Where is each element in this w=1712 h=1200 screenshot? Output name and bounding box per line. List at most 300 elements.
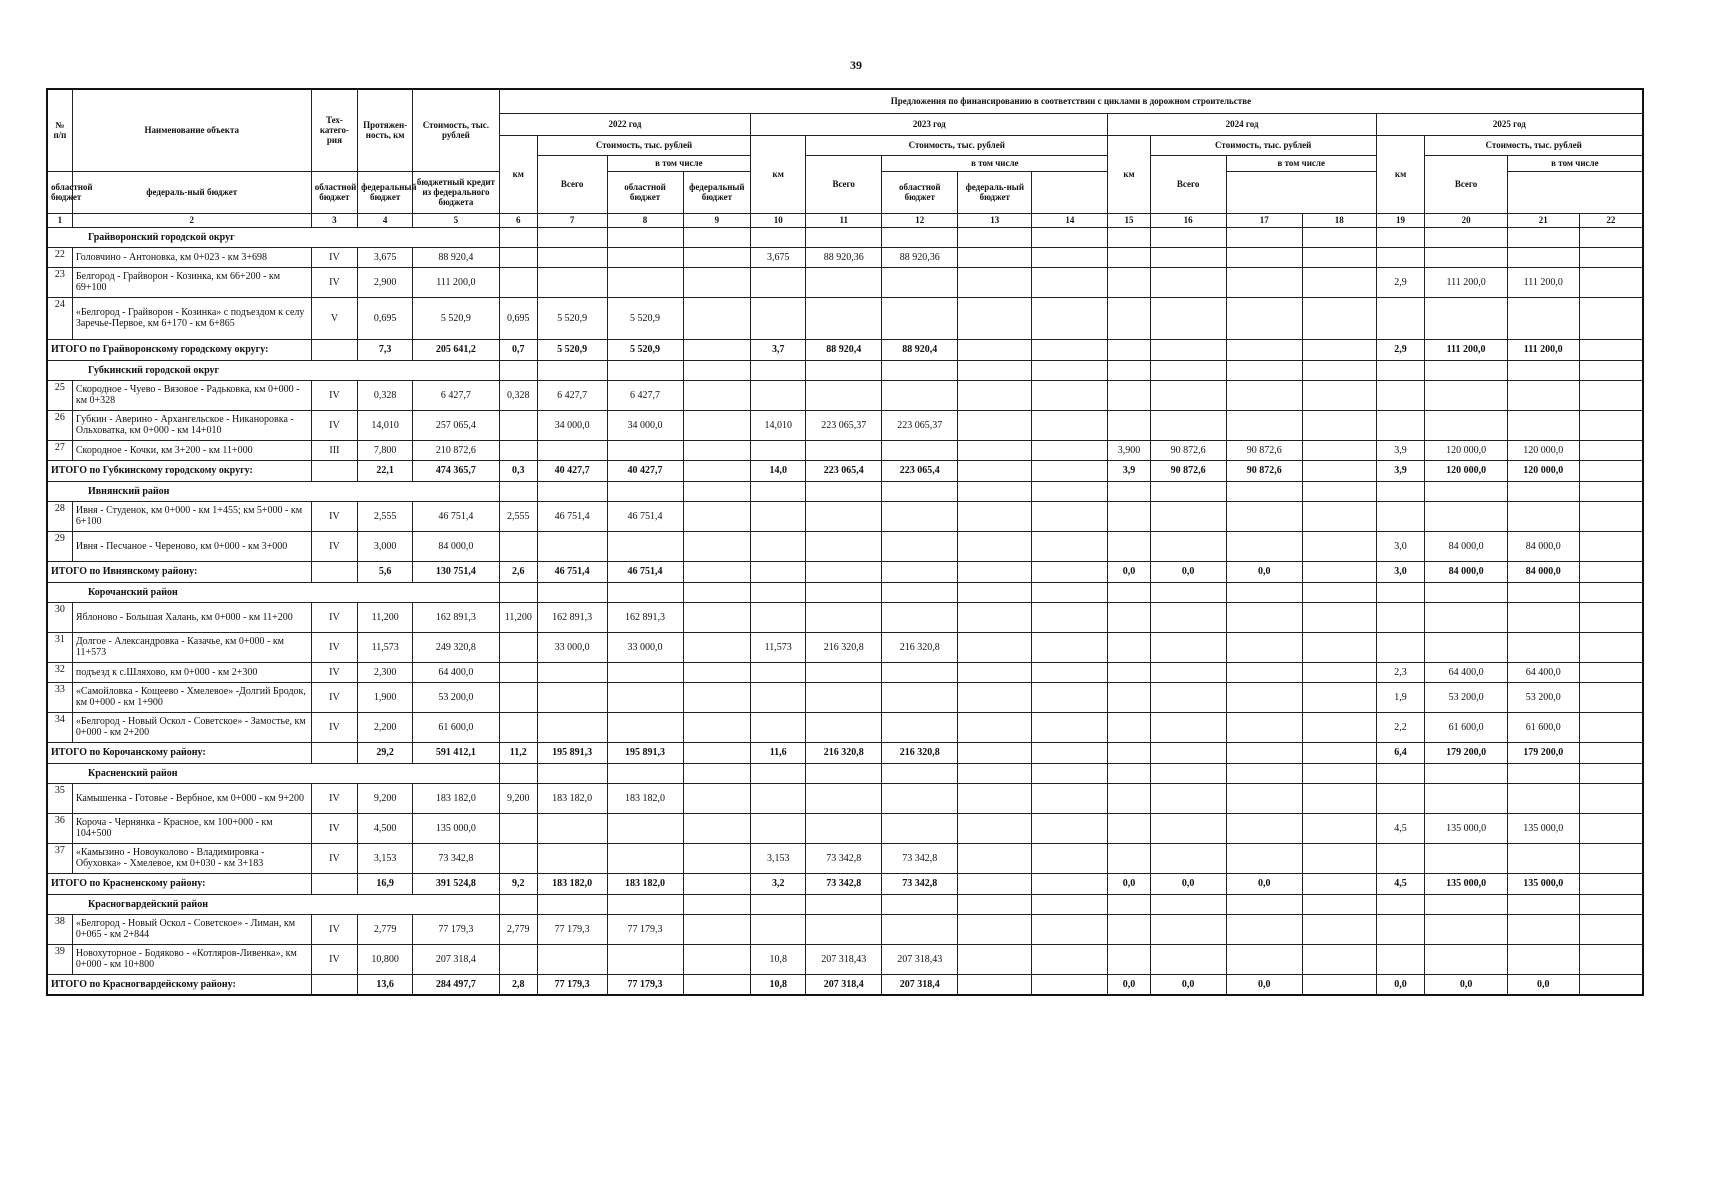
- table-row: [47, 712, 1643, 742]
- value-cell: [1302, 561, 1376, 582]
- value-cell: [806, 267, 882, 297]
- value-cell: [1032, 632, 1108, 662]
- value-cell: [683, 742, 751, 763]
- value-cell: [751, 501, 806, 531]
- length-cell: 3,153: [358, 843, 413, 873]
- empty-cell: [499, 894, 537, 914]
- value-cell: 3,153: [751, 843, 806, 873]
- value-cell: [1226, 339, 1302, 360]
- object-name: «Белгород - Новый Оскол - Советское» - Замостье, км 0+000 - км 2+200: [72, 712, 311, 742]
- value-cell: [806, 501, 882, 531]
- empty-cell: [1108, 582, 1150, 602]
- table-row: [47, 267, 1643, 297]
- length-cell: 7,3: [358, 339, 413, 360]
- column-number-cell: 3: [311, 213, 357, 227]
- value-cell: 2,6: [499, 561, 537, 582]
- column-number-cell: 6: [499, 213, 537, 227]
- empty-cell: [1108, 894, 1150, 914]
- empty-cell: [958, 894, 1032, 914]
- length-cell: 3,675: [358, 247, 413, 267]
- value-cell: [1302, 662, 1376, 682]
- value-cell: [1108, 682, 1150, 712]
- header-length: Протяжен-ность, км: [358, 89, 413, 171]
- row-number: 35: [47, 783, 72, 813]
- header-regional: областной бюджет: [311, 171, 357, 213]
- value-cell: [1150, 501, 1226, 531]
- value-cell: [1376, 783, 1425, 813]
- value-cell: [958, 813, 1032, 843]
- empty-cell: [751, 763, 806, 783]
- object-name: «Белгород - Грайворон - Козинка» с подъездом к селу Заречье-Первое, км 6+170 - км 6+865: [72, 297, 311, 339]
- row-number: 31: [47, 632, 72, 662]
- value-cell: [958, 632, 1032, 662]
- value-cell: 10,8: [751, 944, 806, 974]
- value-cell: 77 179,3: [537, 914, 607, 944]
- value-cell: [882, 783, 958, 813]
- value-cell: [958, 712, 1032, 742]
- row-number: 37: [47, 843, 72, 873]
- value-cell: [806, 682, 882, 712]
- value-cell: [882, 602, 958, 632]
- category-cell: [311, 974, 357, 995]
- value-cell: [1376, 410, 1425, 440]
- value-cell: 2,555: [499, 501, 537, 531]
- empty-cell: [1376, 582, 1425, 602]
- category-cell: IV: [311, 410, 357, 440]
- empty-cell: [1425, 227, 1507, 247]
- value-cell: [1302, 501, 1376, 531]
- value-cell: [1226, 944, 1302, 974]
- value-cell: [1108, 247, 1150, 267]
- header-km: км: [751, 135, 806, 213]
- category-cell: [311, 561, 357, 582]
- value-cell: [537, 682, 607, 712]
- value-cell: [1579, 742, 1643, 763]
- value-cell: [1425, 410, 1507, 440]
- cost-cell: 53 200,0: [413, 682, 500, 712]
- empty-cell: [806, 227, 882, 247]
- length-cell: 1,900: [358, 682, 413, 712]
- total-label: ИТОГО по Корочанскому району:: [47, 742, 311, 763]
- empty-cell: [1032, 894, 1108, 914]
- cost-cell: 257 065,4: [413, 410, 500, 440]
- value-cell: [1579, 914, 1643, 944]
- value-cell: 2,2: [1376, 712, 1425, 742]
- value-cell: [958, 783, 1032, 813]
- value-cell: 14,0: [751, 460, 806, 481]
- empty-cell: [1579, 481, 1643, 501]
- empty-cell: [1108, 481, 1150, 501]
- value-cell: [1376, 297, 1425, 339]
- value-cell: 111 200,0: [1507, 339, 1579, 360]
- value-cell: [1108, 712, 1150, 742]
- empty-cell: [499, 582, 537, 602]
- length-cell: 3,000: [358, 531, 413, 561]
- row-number: 26: [47, 410, 72, 440]
- value-cell: [751, 531, 806, 561]
- value-cell: [1579, 974, 1643, 995]
- cost-cell: 6 427,7: [413, 380, 500, 410]
- header-federal: федераль-ный бюджет: [958, 171, 1032, 213]
- value-cell: [1108, 410, 1150, 440]
- value-cell: 73 342,8: [806, 843, 882, 873]
- column-number-cell: 12: [882, 213, 958, 227]
- value-cell: 207 318,43: [882, 944, 958, 974]
- header-incl: в том числе: [607, 155, 751, 171]
- value-cell: 61 600,0: [1507, 712, 1579, 742]
- object-name: Скородное - Кочки, км 3+200 - км 11+000: [72, 440, 311, 460]
- empty-cell: [1150, 582, 1226, 602]
- category-cell: [311, 339, 357, 360]
- value-cell: [1579, 297, 1643, 339]
- section-row: [47, 763, 1643, 783]
- value-cell: [499, 662, 537, 682]
- total-row: [47, 873, 1643, 894]
- value-cell: [1507, 247, 1579, 267]
- length-cell: 5,6: [358, 561, 413, 582]
- row-number: 22: [47, 247, 72, 267]
- empty-cell: [1302, 894, 1376, 914]
- value-cell: [1032, 843, 1108, 873]
- value-cell: [806, 440, 882, 460]
- value-cell: [958, 440, 1032, 460]
- value-cell: [1507, 914, 1579, 944]
- value-cell: [1579, 682, 1643, 712]
- value-cell: [882, 380, 958, 410]
- header-regional: областной бюджет: [47, 171, 72, 213]
- object-name: «Камызино - Новоуколово - Владимировка - Обуховка» - Хмелевое, км 0+030 - км 3+183: [72, 843, 311, 873]
- empty-cell: [607, 481, 683, 501]
- header-cost: Стоимость, тыс. рублей: [413, 89, 500, 171]
- value-cell: 34 000,0: [607, 410, 683, 440]
- length-cell: 0,328: [358, 380, 413, 410]
- value-cell: [499, 267, 537, 297]
- empty-cell: [1579, 763, 1643, 783]
- value-cell: [1032, 602, 1108, 632]
- category-cell: IV: [311, 843, 357, 873]
- header-cost-group: Стоимость, тыс. рублей: [1425, 135, 1643, 155]
- cost-cell: 183 182,0: [413, 783, 500, 813]
- empty-cell: [1376, 360, 1425, 380]
- value-cell: [1150, 914, 1226, 944]
- value-cell: [537, 944, 607, 974]
- value-cell: [607, 712, 683, 742]
- value-cell: [1376, 602, 1425, 632]
- empty-cell: [1425, 763, 1507, 783]
- value-cell: 11,2: [499, 742, 537, 763]
- value-cell: [499, 944, 537, 974]
- value-cell: 111 200,0: [1507, 267, 1579, 297]
- value-cell: 5 520,9: [607, 297, 683, 339]
- empty-cell: [1032, 227, 1108, 247]
- cost-cell: 210 872,6: [413, 440, 500, 460]
- table-row: [47, 944, 1643, 974]
- value-cell: 84 000,0: [1507, 531, 1579, 561]
- category-cell: IV: [311, 662, 357, 682]
- value-cell: [1032, 561, 1108, 582]
- section-title: Губкинский городской округ: [47, 360, 499, 380]
- row-number: 29: [47, 531, 72, 561]
- column-number-cell: 7: [537, 213, 607, 227]
- value-cell: [1108, 632, 1150, 662]
- value-cell: [1108, 380, 1150, 410]
- value-cell: [607, 267, 683, 297]
- value-cell: [499, 712, 537, 742]
- value-cell: [1579, 410, 1643, 440]
- value-cell: 90 872,6: [1226, 440, 1302, 460]
- value-cell: [1302, 843, 1376, 873]
- header-regional: областной бюджет: [607, 171, 683, 213]
- empty-cell: [607, 227, 683, 247]
- column-number-cell: 4: [358, 213, 413, 227]
- value-cell: [1108, 914, 1150, 944]
- value-cell: [1150, 297, 1226, 339]
- empty-cell: [1376, 227, 1425, 247]
- value-cell: [751, 267, 806, 297]
- header-cost-group: Стоимость, тыс. рублей: [806, 135, 1108, 155]
- value-cell: [1150, 682, 1226, 712]
- value-cell: 88 920,4: [882, 339, 958, 360]
- value-cell: [1108, 531, 1150, 561]
- value-cell: [1150, 247, 1226, 267]
- cost-cell: 5 520,9: [413, 297, 500, 339]
- cost-cell: 162 891,3: [413, 602, 500, 632]
- empty-cell: [537, 360, 607, 380]
- empty-cell: [1579, 894, 1643, 914]
- value-cell: 183 182,0: [537, 783, 607, 813]
- value-cell: 1,9: [1376, 682, 1425, 712]
- value-cell: [1425, 501, 1507, 531]
- value-cell: [683, 561, 751, 582]
- object-name: Скородное - Чуево - Вязовое - Радьковка, км 0+000 - км 0+328: [72, 380, 311, 410]
- value-cell: 5 520,9: [537, 339, 607, 360]
- value-cell: [683, 267, 751, 297]
- empty-cell: [1425, 894, 1507, 914]
- value-cell: 14,010: [751, 410, 806, 440]
- value-cell: [1108, 742, 1150, 763]
- row-number: 33: [47, 682, 72, 712]
- value-cell: [1032, 712, 1108, 742]
- value-cell: 77 179,3: [607, 974, 683, 995]
- header-credit: бюджетный кредит из федерального бюджета: [413, 171, 500, 213]
- value-cell: 64 400,0: [1507, 662, 1579, 682]
- value-cell: [499, 682, 537, 712]
- value-cell: [499, 843, 537, 873]
- value-cell: 3,900: [1108, 440, 1150, 460]
- value-cell: [1302, 783, 1376, 813]
- value-cell: 40 427,7: [607, 460, 683, 481]
- value-cell: [1425, 247, 1507, 267]
- value-cell: [806, 783, 882, 813]
- value-cell: [1150, 944, 1226, 974]
- value-cell: [882, 914, 958, 944]
- header-federal: федераль-ный бюджет: [72, 171, 311, 213]
- value-cell: 120 000,0: [1507, 460, 1579, 481]
- empty-cell: [882, 227, 958, 247]
- value-cell: 3,9: [1376, 440, 1425, 460]
- value-cell: [1032, 944, 1108, 974]
- value-cell: 0,0: [1507, 974, 1579, 995]
- value-cell: [1507, 843, 1579, 873]
- empty-cell: [1032, 360, 1108, 380]
- header-year-2025: 2025 год: [1376, 113, 1643, 135]
- value-cell: [1507, 501, 1579, 531]
- value-cell: [1032, 501, 1108, 531]
- column-numbers-row: [47, 213, 1643, 227]
- value-cell: [1226, 742, 1302, 763]
- value-cell: 6 427,7: [537, 380, 607, 410]
- row-number: 23: [47, 267, 72, 297]
- value-cell: [537, 712, 607, 742]
- length-cell: 14,010: [358, 410, 413, 440]
- value-cell: [1302, 410, 1376, 440]
- value-cell: [1507, 783, 1579, 813]
- value-cell: 46 751,4: [537, 501, 607, 531]
- value-cell: 53 200,0: [1425, 682, 1507, 712]
- value-cell: 0,0: [1108, 974, 1150, 995]
- value-cell: [806, 602, 882, 632]
- value-cell: [751, 380, 806, 410]
- value-cell: 3,2: [751, 873, 806, 894]
- value-cell: [958, 602, 1032, 632]
- value-cell: [1032, 662, 1108, 682]
- value-cell: [537, 440, 607, 460]
- value-cell: 0,0: [1226, 561, 1302, 582]
- length-cell: 9,200: [358, 783, 413, 813]
- header-total: Всего: [537, 155, 607, 213]
- category-cell: [311, 460, 357, 481]
- value-cell: [958, 944, 1032, 974]
- column-number-cell: 17: [1226, 213, 1302, 227]
- value-cell: [1579, 380, 1643, 410]
- value-cell: 5 520,9: [537, 297, 607, 339]
- row-number: 34: [47, 712, 72, 742]
- value-cell: [1032, 742, 1108, 763]
- value-cell: 111 200,0: [1425, 339, 1507, 360]
- length-cell: 2,900: [358, 267, 413, 297]
- value-cell: [1032, 460, 1108, 481]
- category-cell: III: [311, 440, 357, 460]
- empty-cell: [683, 894, 751, 914]
- table-row: [47, 813, 1643, 843]
- value-cell: [1032, 873, 1108, 894]
- value-cell: [1376, 247, 1425, 267]
- value-cell: 77 179,3: [537, 974, 607, 995]
- value-cell: 11,200: [499, 602, 537, 632]
- value-cell: 73 342,8: [806, 873, 882, 894]
- empty-cell: [1226, 227, 1302, 247]
- empty-cell: [806, 360, 882, 380]
- value-cell: [1425, 843, 1507, 873]
- empty-cell: [1150, 360, 1226, 380]
- empty-cell: [882, 360, 958, 380]
- value-cell: 183 182,0: [537, 873, 607, 894]
- value-cell: [1150, 742, 1226, 763]
- value-cell: 3,0: [1376, 531, 1425, 561]
- empty-cell: [751, 894, 806, 914]
- header-federal: федеральный бюджет: [683, 171, 751, 213]
- total-row: [47, 974, 1643, 995]
- value-cell: 0,7: [499, 339, 537, 360]
- category-cell: IV: [311, 501, 357, 531]
- value-cell: [751, 602, 806, 632]
- empty-cell: [1226, 582, 1302, 602]
- length-cell: 2,555: [358, 501, 413, 531]
- empty-cell: [537, 481, 607, 501]
- value-cell: [1108, 783, 1150, 813]
- row-number: 25: [47, 380, 72, 410]
- value-cell: [1507, 380, 1579, 410]
- category-cell: IV: [311, 602, 357, 632]
- value-cell: [1302, 247, 1376, 267]
- header-km: км: [1108, 135, 1150, 213]
- value-cell: [958, 843, 1032, 873]
- value-cell: [1579, 783, 1643, 813]
- empty-cell: [537, 894, 607, 914]
- value-cell: [1302, 873, 1376, 894]
- column-number-cell: 15: [1108, 213, 1150, 227]
- category-cell: IV: [311, 632, 357, 662]
- empty-cell: [1150, 763, 1226, 783]
- value-cell: [607, 944, 683, 974]
- value-cell: [1150, 531, 1226, 561]
- empty-cell: [1302, 582, 1376, 602]
- empty-cell: [1376, 763, 1425, 783]
- value-cell: [499, 247, 537, 267]
- value-cell: [1302, 267, 1376, 297]
- table-row: [47, 531, 1643, 561]
- empty-cell: [607, 763, 683, 783]
- value-cell: 4,5: [1376, 873, 1425, 894]
- table-row: [47, 632, 1643, 662]
- value-cell: 0,0: [1150, 561, 1226, 582]
- value-cell: [607, 843, 683, 873]
- length-cell: 2,200: [358, 712, 413, 742]
- length-cell: 13,6: [358, 974, 413, 995]
- value-cell: [1579, 501, 1643, 531]
- value-cell: 90 872,6: [1150, 440, 1226, 460]
- row-number: 39: [47, 944, 72, 974]
- total-label: ИТОГО по Губкинскому городскому округу:: [47, 460, 311, 481]
- value-cell: [1579, 531, 1643, 561]
- section-title: Красненский район: [47, 763, 499, 783]
- value-cell: [958, 682, 1032, 712]
- empty-cell: [1579, 227, 1643, 247]
- empty-cell: [537, 763, 607, 783]
- category-cell: IV: [311, 247, 357, 267]
- empty-cell: [683, 481, 751, 501]
- object-name: Губкин - Аверино - Архангельское - Никаноровка - Ольховатка, км 0+000 - км 14+010: [72, 410, 311, 440]
- value-cell: [958, 742, 1032, 763]
- empty-cell: [1150, 227, 1226, 247]
- value-cell: 207 318,4: [806, 974, 882, 995]
- value-cell: [882, 662, 958, 682]
- value-cell: [1302, 297, 1376, 339]
- value-cell: [683, 380, 751, 410]
- value-cell: 216 320,8: [806, 632, 882, 662]
- empty-cell: [882, 481, 958, 501]
- value-cell: [1226, 813, 1302, 843]
- category-cell: IV: [311, 267, 357, 297]
- empty-cell: [806, 582, 882, 602]
- section-row: [47, 582, 1643, 602]
- value-cell: [1376, 501, 1425, 531]
- value-cell: [1108, 602, 1150, 632]
- value-cell: [607, 531, 683, 561]
- value-cell: [1376, 843, 1425, 873]
- empty-cell: [958, 582, 1032, 602]
- value-cell: [958, 561, 1032, 582]
